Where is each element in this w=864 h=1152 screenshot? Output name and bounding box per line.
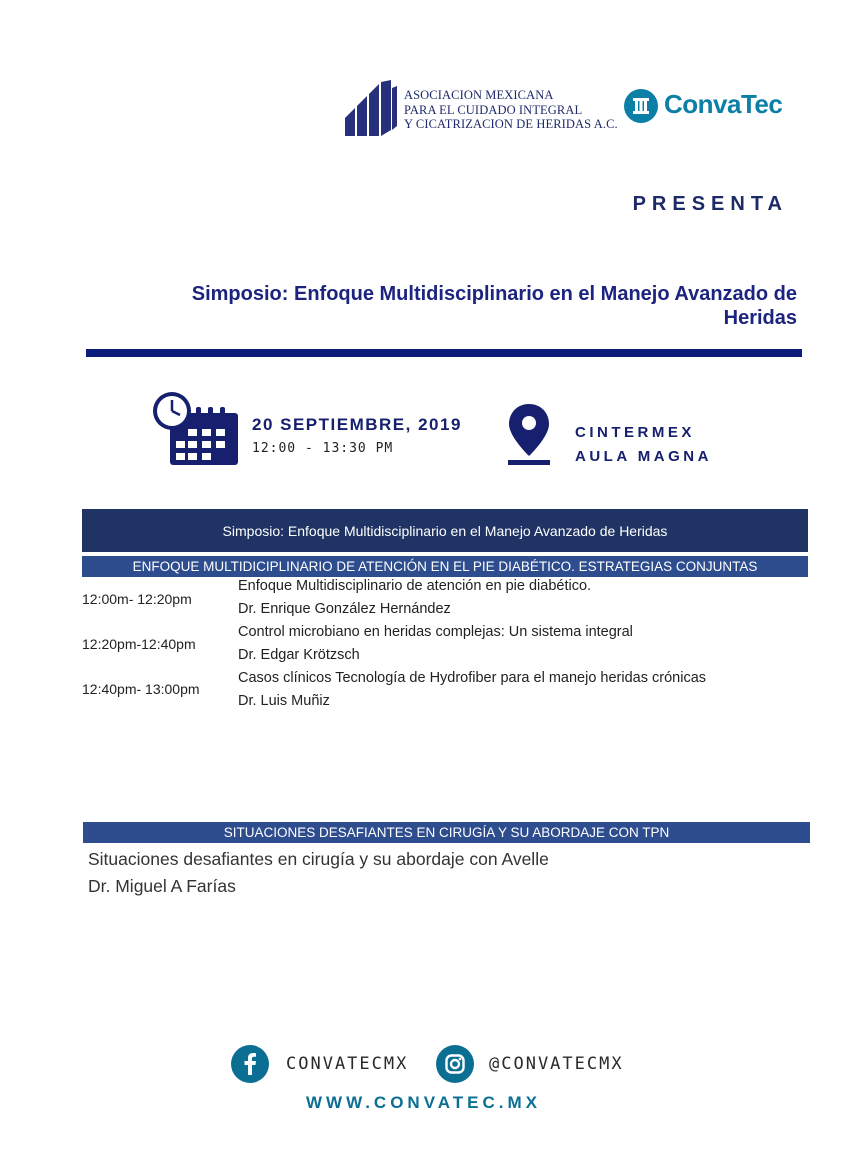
venue (575, 421, 712, 469)
page-title (97, 282, 797, 330)
convatec-logo-text: ConvaTec (664, 89, 783, 119)
title-divider (86, 349, 802, 357)
facebook-icon[interactable] (231, 1045, 269, 1083)
instagram-glyph (445, 1054, 465, 1074)
instagram-handle[interactable]: @CONVATECMX (489, 1054, 624, 1074)
session-topic: Control microbiano en heridas complejas: Un sistema integral (238, 624, 633, 640)
session-topic: Enfoque Multidisciplinario de atención en pie diabético. (238, 578, 592, 594)
program-header: Simposio: Enfoque Multidisciplinario en el Manejo Avanzado de Heridas (82, 509, 808, 552)
convatec-logo-icon (624, 89, 658, 123)
session-speaker: Dr. Luis Muñiz (238, 693, 330, 709)
association-line: ASOCIACION MEXICANA (404, 88, 554, 102)
event-date: 20 SEPTIEMBRE, 2019 (252, 415, 462, 434)
session-topic: Casos clínicos Tecnología de Hydrofiber para el manejo heridas crónicas (238, 670, 707, 686)
venue-room: AULA MAGNA (575, 448, 712, 465)
session-time: 12:40pm- 13:00pm (82, 681, 200, 697)
association-line: PARA EL CUIDADO INTEGRAL (404, 102, 583, 117)
calendar-clock-icon (152, 391, 240, 467)
session-topic: Situaciones desafiantes en cirugía y su abordaje con Avelle (88, 849, 549, 869)
event-time: 12:00 - 13:30 PM (252, 441, 394, 456)
session-speaker: Dr. Edgar Krötzsch (238, 647, 360, 663)
association-name (404, 88, 618, 132)
location-pin-icon (506, 402, 552, 466)
section-title-diabetic-foot: ENFOQUE MULTIDICIPLINARIO DE ATENCIÓN EN EL PIE DIABÉTICO. ESTRATEGIAS CONJUNTAS (82, 556, 808, 577)
title-line-2: Heridas (723, 307, 797, 329)
instagram-icon[interactable] (436, 1045, 474, 1083)
association-line: Y CICATRIZACION DE HERIDAS A.C. (404, 117, 618, 131)
venue-name: CINTERMEX (575, 424, 695, 441)
session-speaker: Dr. Miguel A Farías (88, 876, 236, 896)
association-logo (345, 80, 397, 136)
session-time: 12:00m- 12:20pm (82, 591, 192, 607)
website-link[interactable]: WWW.CONVATEC.MX (306, 1093, 542, 1112)
session-time: 12:20pm-12:40pm (82, 636, 196, 652)
section-title-surgery: SITUACIONES DESAFIANTES EN CIRUGÍA Y SU ABORDAJE CON TPN (83, 822, 810, 843)
facebook-handle[interactable]: CONVATECMX (286, 1054, 409, 1074)
session-speaker: Dr. Enrique González Hernández (238, 601, 451, 617)
title-line-1: Simposio: Enfoque Multidisciplinario en el Manejo Avanzado de (191, 283, 797, 305)
facebook-glyph (240, 1053, 260, 1075)
presents-label: PRESENTA (632, 193, 788, 215)
